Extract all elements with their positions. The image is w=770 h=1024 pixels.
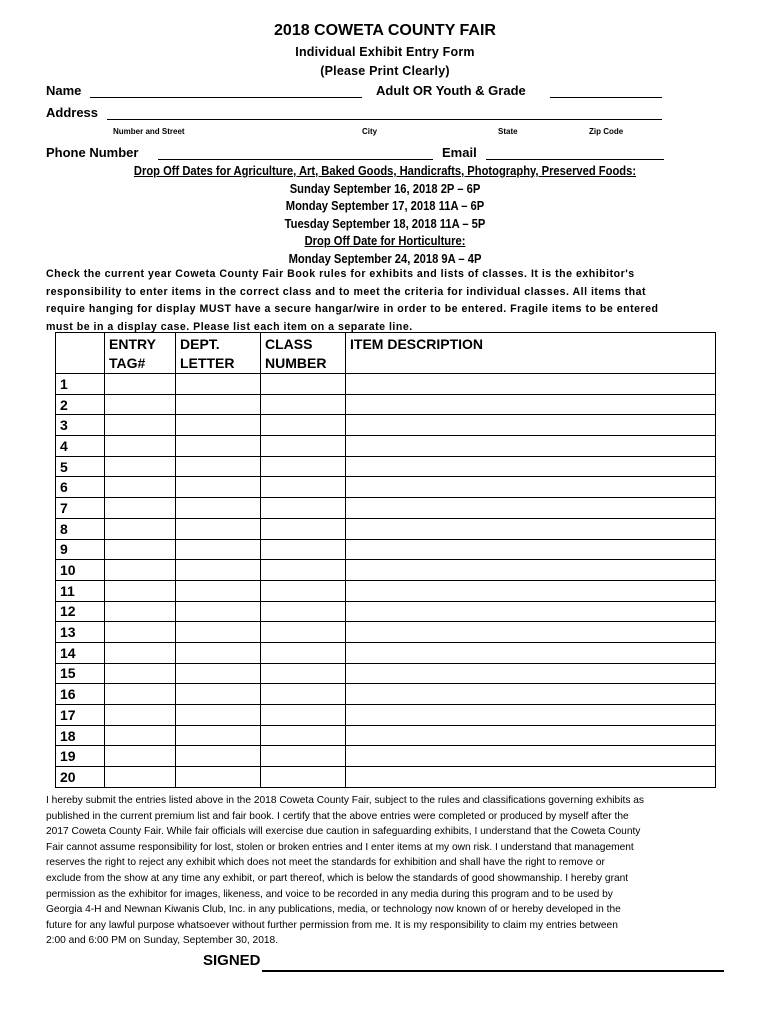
header-text: ITEM DESCRIPTION [350,336,484,352]
address-state-caption: State [498,127,518,136]
class-number-cell[interactable] [261,622,346,643]
table-row [56,580,716,601]
row-number: 20 [56,767,105,788]
entry-tag-header [105,333,176,374]
certification-line: published in the current premium list and fair book. I certify that the above entries were completed or produced by myself after the [46,810,629,822]
class-number-cell[interactable] [261,477,346,498]
entries-body [56,374,716,788]
item-description-cell[interactable] [346,498,716,519]
dept-letter-cell[interactable] [176,539,261,560]
entry-tag-cell[interactable] [105,456,176,477]
entry-tag-cell[interactable] [105,580,176,601]
table-row [56,746,716,767]
entry-tag-cell[interactable] [105,622,176,643]
row-number: 2 [56,394,105,415]
dept-letter-cell[interactable] [176,394,261,415]
table-row [56,477,716,498]
item-description-cell[interactable] [346,622,716,643]
row-number: 6 [56,477,105,498]
item-description-cell[interactable] [346,374,716,395]
dept-letter-header [176,333,261,374]
item-description-cell[interactable] [346,518,716,539]
table-row [56,684,716,705]
rules-line: responsibility to enter items in the correct class and to meet the criteria for individual classes. All items that [46,285,646,298]
dept-letter-cell[interactable] [176,580,261,601]
name-field[interactable] [90,97,362,98]
item-description-header [346,333,716,374]
class-number-cell[interactable] [261,560,346,581]
table-row [56,767,716,788]
row-number: 19 [56,746,105,767]
dept-letter-cell[interactable] [176,518,261,539]
table-row [56,622,716,643]
email-label: Email [442,145,477,160]
row-number: 9 [56,539,105,560]
table-row [56,456,716,477]
table-row [56,560,716,581]
grade-field[interactable] [550,97,662,98]
table-row [56,415,716,436]
signature-field[interactable] [262,970,724,972]
address-city-caption: City [362,127,378,136]
entry-tag-cell[interactable] [105,642,176,663]
row-number: 7 [56,498,105,519]
dropoff-section [0,162,770,267]
entry-tag-cell[interactable] [105,498,176,519]
class-number-cell[interactable] [261,642,346,663]
table-row [56,518,716,539]
row-number: 12 [56,601,105,622]
header-text: CLASS [265,336,313,352]
email-field[interactable] [486,159,664,160]
dropoff-date-3: Tuesday September 18, 2018 11A – 5P [284,215,486,231]
entries-table [55,332,716,788]
item-description-cell[interactable] [346,580,716,601]
item-description-cell[interactable] [346,684,716,705]
address-label: Address [46,105,99,120]
dept-letter-cell[interactable] [176,498,261,519]
certification-line: Georgia 4-H and Newnan Kiwanis Club, Inc. in any publications, media, or technology now known of or hereby developed in the [46,904,621,916]
table-row [56,394,716,415]
row-number: 5 [56,456,105,477]
item-description-cell[interactable] [346,436,716,457]
address-zip-caption: Zip Code [589,127,624,136]
table-row [56,705,716,726]
print-note: (Please Print Clearly) [320,64,450,78]
table-row [56,539,716,560]
entry-tag-cell[interactable] [105,518,176,539]
dept-letter-cell[interactable] [176,622,261,643]
certification-line: future for any lawful purpose whatsoever without further permission from me. It is my responsibility to claim my entries between [46,919,618,931]
grade-label: Adult OR Youth & Grade [376,83,526,98]
entry-tag-cell[interactable] [105,560,176,581]
entry-tag-cell[interactable] [105,725,176,746]
class-number-cell[interactable] [261,684,346,705]
class-number-cell[interactable] [261,601,346,622]
table-row [56,663,716,684]
table-row [56,725,716,746]
table-row [56,374,716,395]
certification-line: Fair cannot assume responsibility for lost, stolen or broken entries and I enter items at my own risk. I understand that management [46,841,634,853]
item-description-cell[interactable] [346,394,716,415]
item-description-cell[interactable] [346,725,716,746]
certification-line: reserves the right to reject any exhibit which does not meet the standards for exhibition and shall have the right to remove or [46,857,605,869]
header-text: ENTRY [109,336,156,352]
certification-line: permission as the exhibitor for images, likeness, and voice to be recorded in any media during this program and to be used by [46,888,613,900]
header-text: LETTER [180,355,235,371]
entry-tag-cell[interactable] [105,663,176,684]
table-header-row [56,333,716,374]
class-number-cell[interactable] [261,663,346,684]
dropoff-heading: Drop Off Dates for Agriculture, Art, Baked Goods, Handicrafts, Photography, Preserved Foods: [133,163,637,178]
table-row [56,642,716,663]
row-number: 16 [56,684,105,705]
row-number: 11 [56,580,105,601]
dept-letter-cell[interactable] [176,684,261,705]
class-number-cell[interactable] [261,725,346,746]
item-description-cell[interactable] [346,560,716,581]
entry-tag-cell[interactable] [105,539,176,560]
signed-label: SIGNED [203,952,261,969]
entry-tag-cell[interactable] [105,394,176,415]
item-description-cell[interactable] [346,642,716,663]
dept-letter-cell[interactable] [176,560,261,581]
row-number: 17 [56,705,105,726]
item-description-cell[interactable] [346,663,716,684]
class-number-cell[interactable] [261,498,346,519]
rules-line: Check the current year Coweta County Fair Book rules for exhibits and lists of classes. It is the exhibitor's [46,268,635,280]
dept-letter-cell[interactable] [176,725,261,746]
row-number: 13 [56,622,105,643]
row-number: 4 [56,436,105,457]
phone-field[interactable] [158,159,433,160]
entry-tag-cell[interactable] [105,436,176,457]
item-description-cell[interactable] [346,415,716,436]
item-description-cell[interactable] [346,746,716,767]
class-number-cell[interactable] [261,518,346,539]
table-row [56,498,716,519]
class-number-cell[interactable] [261,746,346,767]
form-subtitle: Individual Exhibit Entry Form [295,45,475,59]
dept-letter-cell[interactable] [176,642,261,663]
dropoff-date-1: Sunday September 16, 2018 2P – 6P [289,180,481,196]
entry-tag-cell[interactable] [105,705,176,726]
entry-tag-cell[interactable] [105,374,176,395]
class-number-header [261,333,346,374]
address-street-caption: Number and Street [113,127,185,136]
row-number: 14 [56,642,105,663]
entry-tag-cell[interactable] [105,601,176,622]
entry-tag-cell[interactable] [105,684,176,705]
row-number: 8 [56,518,105,539]
dept-letter-cell[interactable] [176,415,261,436]
class-number-cell[interactable] [261,436,346,457]
class-number-cell[interactable] [261,580,346,601]
dept-letter-cell[interactable] [176,374,261,395]
certification-line: 2:00 and 6:00 PM on Sunday, September 30, 2018. [46,935,279,947]
item-description-cell[interactable] [346,705,716,726]
entry-tag-cell[interactable] [105,767,176,788]
rules-line: require hanging for display MUST have a secure hangar/wire in order to be entered. Fragile items to be entered [46,303,659,315]
class-number-cell[interactable] [261,394,346,415]
rules-text [46,266,730,336]
class-number-cell[interactable] [261,456,346,477]
class-number-cell[interactable] [261,767,346,788]
dept-letter-cell[interactable] [176,477,261,498]
certification-text [46,793,730,949]
row-number: 18 [56,725,105,746]
row-number: 10 [56,560,105,581]
dept-letter-cell[interactable] [176,767,261,788]
header-text: TAG# [109,355,146,371]
certification-line: I hereby submit the entries listed above in the 2018 Coweta County Fair, subject to the rules and classifications governing exhibits as [46,795,644,806]
class-number-cell[interactable] [261,705,346,726]
header-text: NUMBER [265,355,327,371]
dept-letter-cell[interactable] [176,663,261,684]
item-description-cell[interactable] [346,601,716,622]
row-number: 15 [56,663,105,684]
entry-tag-cell[interactable] [105,415,176,436]
rules-line: must be in a display case. Please list each item on a separate line. [46,320,413,333]
horticulture-heading: Drop Off Date for Horticulture: [304,233,466,248]
table-row [56,436,716,457]
header-text: DEPT. [180,336,220,352]
dept-letter-cell[interactable] [176,456,261,477]
item-description-cell[interactable] [346,477,716,498]
address-field[interactable] [107,119,662,120]
dept-letter-cell[interactable] [176,436,261,457]
class-number-cell[interactable] [261,374,346,395]
row-number: 1 [56,374,105,395]
phone-label: Phone Number [46,145,139,160]
class-number-cell[interactable] [261,415,346,436]
row-number-header [56,333,105,374]
dept-letter-cell[interactable] [176,705,261,726]
certification-line: exclude from the show at any time any exhibit, or part thereof, which is below the standards of good showmanship. I hereby grant [46,872,629,884]
class-number-cell[interactable] [261,539,346,560]
row-number: 3 [56,415,105,436]
horticulture-date: Monday September 24, 2018 9A – 4P [288,250,482,266]
dept-letter-cell[interactable] [176,746,261,767]
item-description-cell[interactable] [346,456,716,477]
entry-tag-cell[interactable] [105,746,176,767]
item-description-cell[interactable] [346,767,716,788]
form-title: 2018 COWETA COUNTY FAIR [274,22,496,39]
entry-tag-cell[interactable] [105,477,176,498]
dept-letter-cell[interactable] [176,601,261,622]
item-description-cell[interactable] [346,539,716,560]
certification-line: 2017 Coweta County Fair. While fair officials will exercise due caution in safeguarding exhibits, I understand that the Coweta County [46,826,641,838]
name-label: Name [46,83,82,98]
table-row [56,601,716,622]
dropoff-date-2: Monday September 17, 2018 11A – 6P [285,198,485,213]
